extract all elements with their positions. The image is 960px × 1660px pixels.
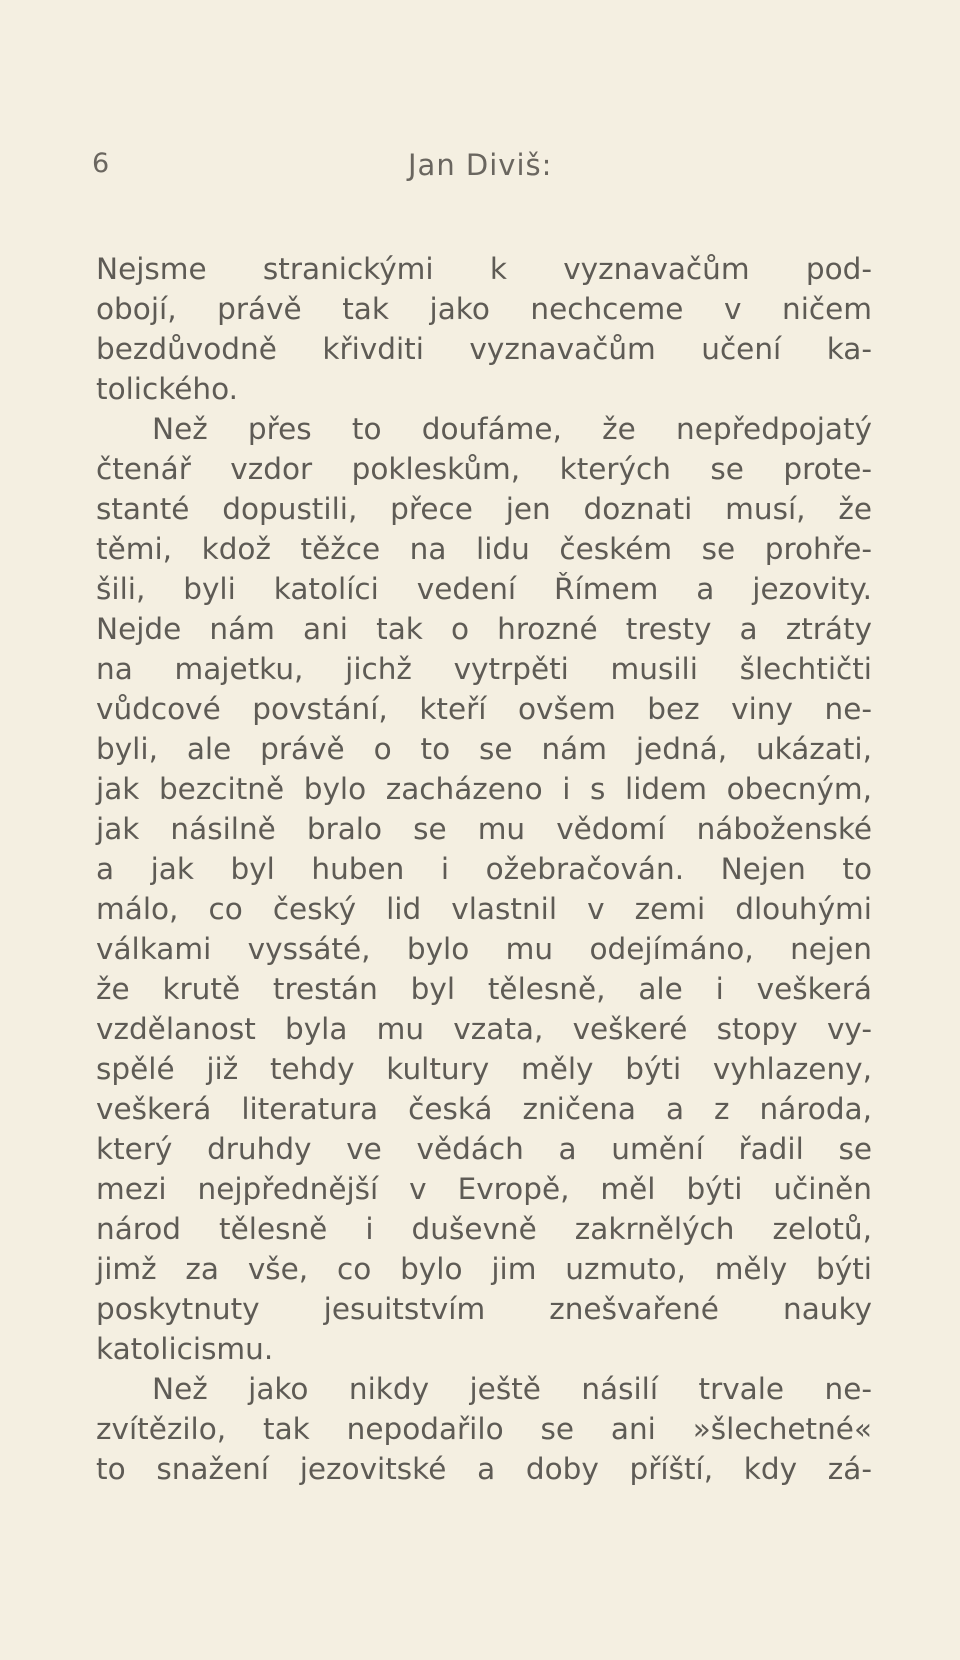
text-line: bezdůvodně křivditi vyznavačům učení ka- [96,332,872,366]
text-line: vzdělanost byla mu vzata, veškeré stopy vy- [96,1012,872,1046]
text-line: stanté dopustili, přece jen doznati musí, že [96,492,872,526]
text-line: poskytnuty jesuitstvím znešvařené nauky [96,1292,872,1326]
text-line: šili, byli katolíci vedení Římem a jezovity. [96,572,872,606]
running-head: Jan Diviš: [408,148,553,182]
text-line: katolicismu. [96,1332,274,1366]
text-line: byli, ale právě o to se nám jedná, ukázati, [96,732,872,766]
text-line: na majetku, jichž vytrpěti musili šlechtičti [96,652,872,686]
text-line: spělé již tehdy kultury měly býti vyhlazeny, [96,1052,872,1086]
text-line: Než jako nikdy ještě násilí trvale ne- [152,1372,872,1406]
body-text [96,249,872,1489]
text-line: Nejde nám ani tak o hrozné tresty a ztráty [96,612,872,646]
text-line: veškerá literatura česká zničena a z národa, [96,1092,872,1126]
text-line: zvítězilo, tak nepodařilo se ani »šlechetné« [96,1412,872,1446]
text-line: jak bezcitně bylo zacházeno i s lidem obecným, [96,772,872,806]
page-number: 6 [92,148,110,179]
text-line: válkami vyssáté, bylo mu odejímáno, nejen [96,932,872,966]
text-line: a jak byl huben i ožebračován. Nejen to [96,852,872,886]
text-line: jimž za vše, co bylo jim uzmuto, měly býti [96,1252,872,1286]
text-line: čtenář vzdor pokleskům, kterých se prote- [96,452,872,486]
text-line: který druhdy ve vědách a umění řadil se [96,1132,872,1166]
text-line: jak násilně bralo se mu vědomí náboženské [96,812,872,846]
text-line: tolického. [96,372,239,406]
text-line: národ tělesně i duševně zakrnělých zelotů, [96,1212,872,1246]
text-line: těmi, kdož těžce na lidu českém se prohře- [96,532,872,566]
text-line: že krutě trestán byl tělesně, ale i veškerá [96,972,872,1006]
text-line: Než přes to doufáme, že nepředpojatý [152,412,872,446]
text-line: to snažení jezovitské a doby příští, kdy zá- [96,1452,872,1486]
text-line: vůdcové povstání, kteří ovšem bez viny ne- [96,692,872,726]
text-line: Nejsme stranickými k vyznavačům pod- [96,252,872,286]
text-line: mezi nejpřednější v Evropě, měl býti učiněn [96,1172,872,1206]
page-header [92,148,872,188]
text-line: málo, co český lid vlastnil v zemi dlouhými [96,892,872,926]
text-line: obojí, právě tak jako nechceme v ničem [96,292,872,326]
